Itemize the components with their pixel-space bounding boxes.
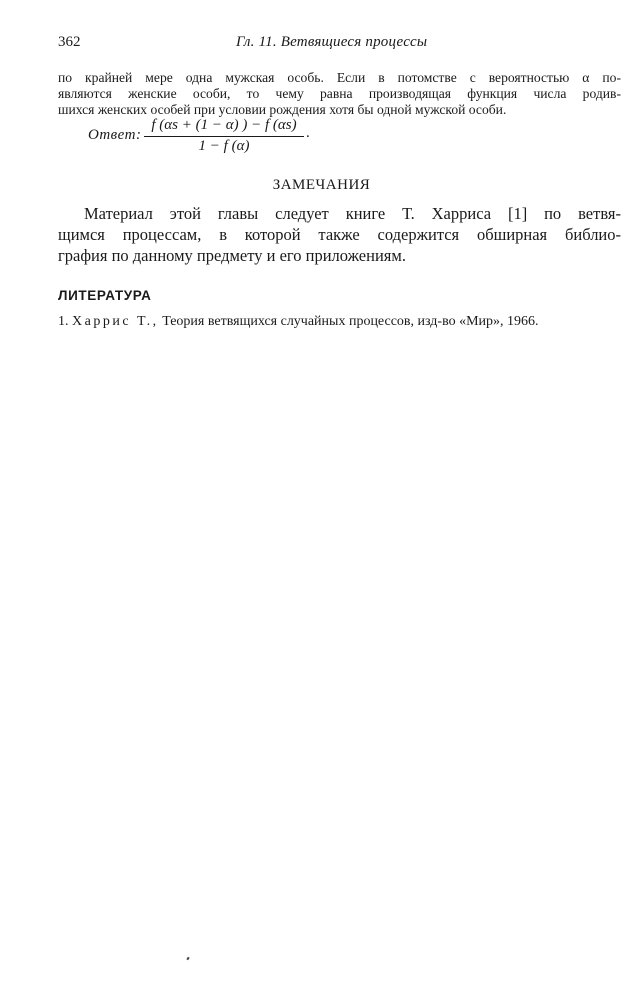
answer-period: . xyxy=(306,125,310,141)
notes-line: графия по данному предмету и его приложениям. xyxy=(58,246,406,265)
notes-paragraph xyxy=(58,203,621,266)
fraction-bar xyxy=(144,136,304,137)
problem-text xyxy=(58,70,621,118)
problem-text-line: являются женские особи, то чему равна производящая функция числа родив- xyxy=(58,86,621,101)
answer-fraction xyxy=(144,117,304,155)
problem-text-line: по крайней мере одна мужская особь. Если в потомстве с вероятностью α по- xyxy=(58,70,621,85)
answer-formula xyxy=(88,117,408,157)
reference-title: Теория ветвящихся случайных процессов, изд-во «Мир», 1966. xyxy=(162,314,539,329)
reference-number: 1. xyxy=(58,314,69,329)
reference-author: Харрис Т., xyxy=(72,314,159,329)
fraction-denominator: 1 − f (α) xyxy=(198,138,250,154)
answer-label: Ответ: xyxy=(88,127,142,143)
literature-heading: ЛИТЕРАТУРА xyxy=(58,288,152,303)
page-header xyxy=(58,34,618,56)
running-head: Гл. 11. Ветвящиеся процессы xyxy=(236,34,428,50)
reference-item xyxy=(58,314,621,330)
fraction-numerator: f (αs + (1 − α) ) − f (αs) xyxy=(151,117,297,133)
notes-line: щимся процессам, в которой также содержится обширная библио- xyxy=(58,225,621,244)
problem-text-line: шихся женских особей при условии рождения хотя бы одной мужской особи. xyxy=(58,102,507,117)
print-speck xyxy=(186,957,189,961)
notes-heading: ЗАМЕЧАНИЯ xyxy=(272,177,371,193)
page-number: 362 xyxy=(58,34,81,50)
notes-line: Материал этой главы следует книге Т. Харриса [1] по ветвя- xyxy=(84,204,621,223)
